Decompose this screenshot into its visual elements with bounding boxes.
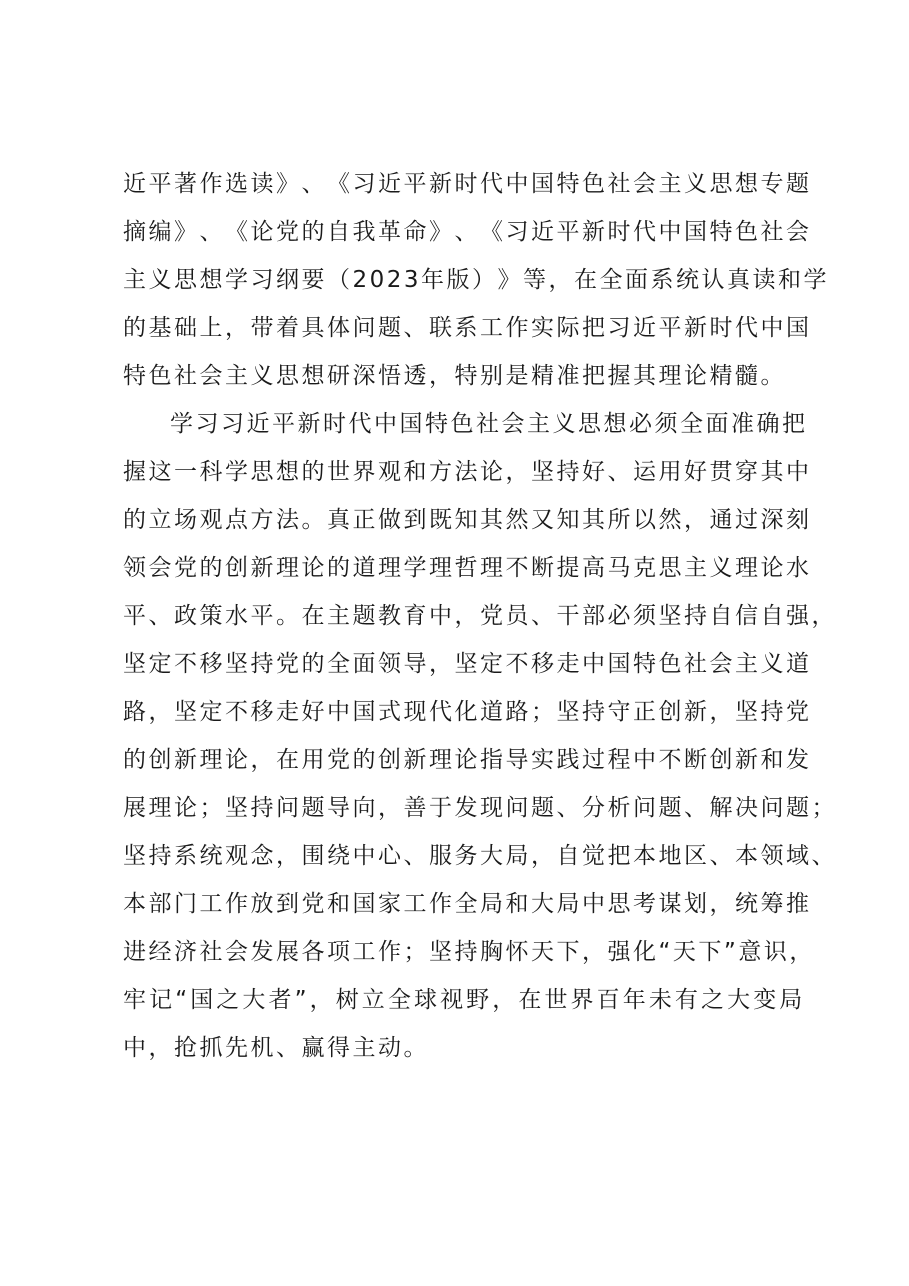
text-line: 进 经 济 社 会 发 展 各 项 工 作 ； 坚 持 胸 怀 天 下 ， 强 化 “ 天 下 ” 意 识 ， <box>123 939 815 965</box>
text-line: 近 平 著 作 选 读 》 、 《 习 近 平 新 时 代 中 国 特 色 社 会 主 义 思 想 专 题 <box>123 171 812 197</box>
text-line: 摘 编 》 、 《 论 党 的 自 我 革 命 》 、 《 习 近 平 新 时 代 中 国 特 色 社 会 <box>123 219 812 245</box>
text-line: 的 基 础 上 ， 带 着 具 体 问 题 、 联 系 工 作 实 际 把 习 近 平 新 时 代 中 国 <box>123 315 812 341</box>
text-line: 主 义 思 想 学 习 纲 要 （ 2023 年 版 ） 》 等 ， 在 全 面 系 统 认 真 读 和 学 <box>123 267 830 293</box>
text-line: 坚 定 不 移 坚 持 党 的 全 面 领 导 ， 坚 定 不 移 走 中 国 特 色 社 会 主 义 道 <box>123 651 812 677</box>
text-line: 路 ， 坚 定 不 移 走 好 中 国 式 现 代 化 道 路 ； 坚 持 守 正 创 新 ， 坚 持 党 <box>123 699 812 725</box>
text-line: 握 这 一 科 学 思 想 的 世 界 观 和 方 法 论 ， 坚 持 好 、 运 用 好 贯 穿 其 中 <box>123 459 812 485</box>
text-line: 展 理 论 ； 坚 持 问 题 导 向 ， 善 于 发 现 问 题 、 分 析 问 题 、 解 决 问 题 ； <box>123 795 837 821</box>
text-line: 坚 持 系 统 观 念 ， 围 绕 中 心 、 服 务 大 局 ， 自 觉 把 本 地 区 、 本 领 域 、 <box>123 843 837 869</box>
body-text <box>123 160 837 1072</box>
text-line: 的 创 新 理 论 ， 在 用 党 的 创 新 理 论 指 导 实 践 过 程 中 不 断 创 新 和 发 <box>123 747 812 773</box>
text-line: 领 会 党 的 创 新 理 论 的 道 理 学 理 哲 理 不 断 提 高 马 克 思 主 义 理 论 水 <box>123 555 812 581</box>
text-line: 学 习 习 近 平 新 时 代 中 国 特 色 社 会 主 义 思 想 必 须 全 面 准 确 把 <box>170 411 808 437</box>
text-line: 的 立 场 观 点 方 法 。 真 正 做 到 既 知 其 然 又 知 其 所 以 然 ， 通 过 深 刻 <box>123 507 812 533</box>
text-line: 牢 记 “ 国 之 大 者 ” ， 树 立 全 球 视 野 ， 在 世 界 百 年 未 有 之 大 变 局 <box>123 987 805 1013</box>
text-line: 本 部 门 工 作 放 到 党 和 国 家 工 作 全 局 和 大 局 中 思 考 谋 划 ， 统 筹 推 <box>123 891 812 917</box>
text-line: 平 、 政 策 水 平 。 在 主 题 教 育 中 ， 党 员 、 干 部 必 须 坚 持 自 信 自 强 ， <box>123 603 837 629</box>
text-line: 特色社会主义思想研深悟透，特别是精准把握其理论精髓。 <box>123 363 786 389</box>
text-line: 中，抢抓先机、赢得主动。 <box>123 1035 429 1061</box>
